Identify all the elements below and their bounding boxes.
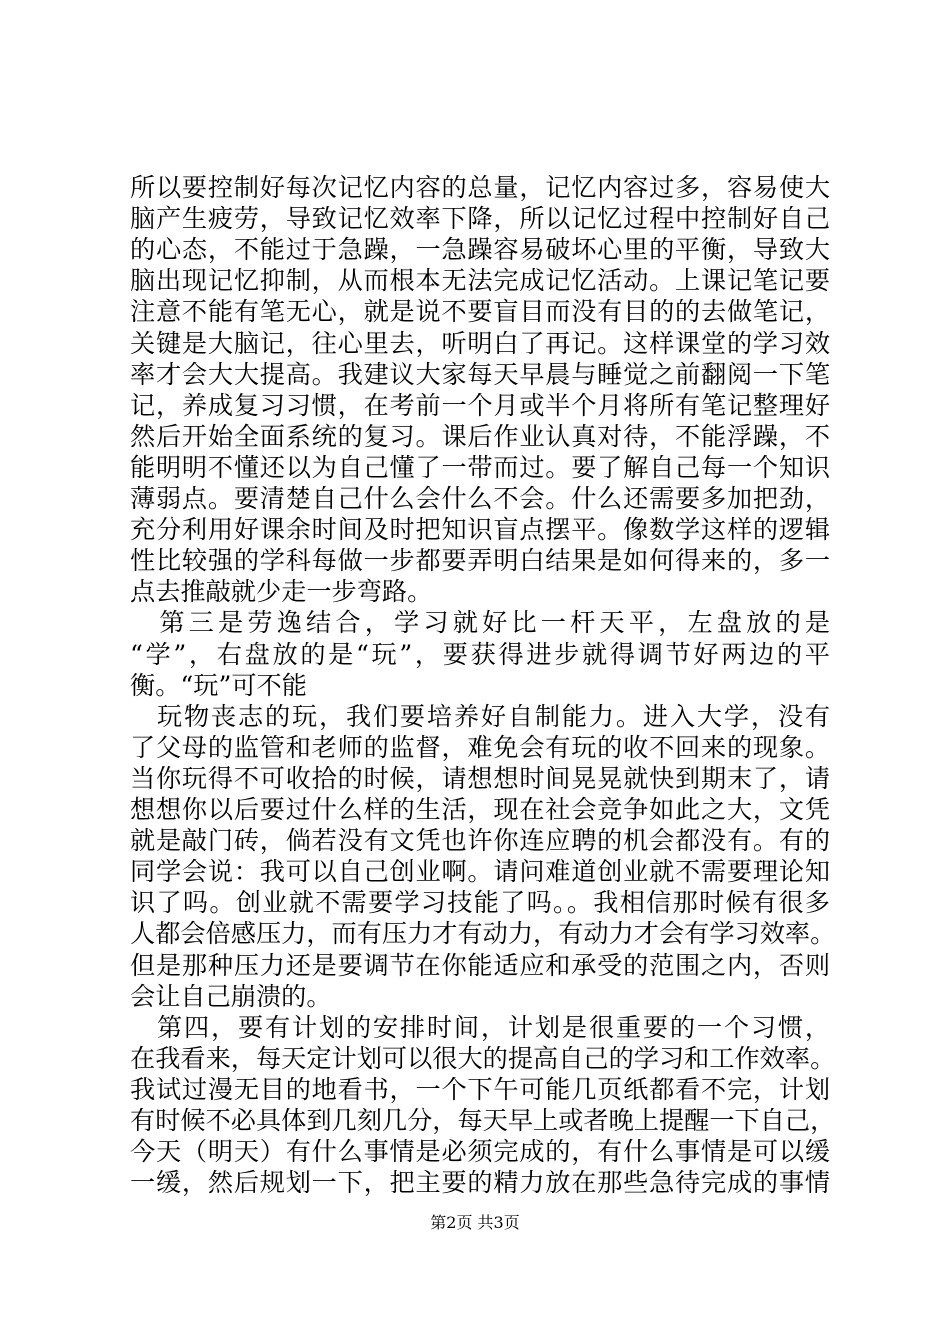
text-line: 率才会大大提高。我建议大家每天早晨与睡觉之前翻阅一下笔 xyxy=(130,359,830,389)
text-line: 能明明不懂还以为自己懂了一带而过。要了解自己每一个知识 xyxy=(130,452,830,482)
text-line: 第四，要有计划的安排时间，计划是很重要的一个习惯， xyxy=(130,1012,830,1042)
text-line: 记，养成复习习惯，在考前一个月或半个月将所有笔记整理好 xyxy=(130,390,830,420)
text-line: 同学会说：我可以自己创业啊。请问难道创业就不需要理论知 xyxy=(130,857,830,887)
text-line: 就是敲门砖，倘若没有文凭也许你连应聘的机会都没有。有的 xyxy=(130,826,830,856)
text-line: 我试过漫无目的地看书，一个下午可能几页纸都看不完，计划 xyxy=(130,1074,830,1104)
text-line: 脑产生疲劳，导致记忆效率下降，所以记忆过程中控制好自己 xyxy=(130,204,830,234)
page-footer: 第2页 共3页 xyxy=(430,1213,520,1232)
text-line: 会让自己崩溃的。 xyxy=(130,981,332,1011)
text-line: 所以要控制好每次记忆内容的总量，记忆内容过多，容易使大 xyxy=(130,173,830,202)
text-line: 然后开始全面系统的复习。课后作业认真对待，不能浮躁，不 xyxy=(130,421,830,451)
text-line: 第三是劳逸结合，学习就好比一杆天平，左盘放的是 xyxy=(130,608,830,638)
text-line: 脑出现记忆抑制，从而根本无法完成记忆活动。上课记笔记要 xyxy=(130,266,830,296)
text-line: 识了吗。创业就不需要学习技能了吗。。我相信那时候有很多 xyxy=(130,888,830,918)
text-line: “学”，右盘放的是“玩”，要获得进步就得调节好两边的平 xyxy=(130,639,830,669)
text-line: 衡。“玩”可不能 xyxy=(130,670,307,700)
text-line: 有时候不必具体到几刻几分，每天早上或者晚上提醒一下自己， xyxy=(130,1106,836,1135)
text-line: 点去推敲就少走一步弯路。 xyxy=(130,577,433,607)
text-line: 性比较强的学科每做一步都要弄明白结果是如何得来的，多一 xyxy=(130,546,830,576)
text-line: 一缓，然后规划一下，把主要的精力放在那些急待完成的事情 xyxy=(130,1168,830,1198)
text-line: 在我看来，每天定计划可以很大的提高自己的学习和工作效率。 xyxy=(130,1043,836,1073)
text-line: 了父母的监管和老师的监督，难免会有玩的收不回来的现象。 xyxy=(130,732,830,762)
text-line: 玩物丧志的玩，我们要培养好自制能力。进入大学，没有 xyxy=(130,701,830,731)
text-line: 人都会倍感压力，而有压力才有动力，有动力才会有学习效率。 xyxy=(130,919,836,949)
text-line: 想想你以后要过什么样的生活，现在社会竞争如此之大，文凭 xyxy=(130,795,830,824)
text-line: 今天（明天）有什么事情是必须完成的，有什么事情是可以缓 xyxy=(130,1137,830,1167)
text-line: 薄弱点。要清楚自己什么会什么不会。什么还需要多加把劲， xyxy=(130,484,830,513)
text-line: 当你玩得不可收拾的时候，请想想时间晃晃就快到期末了，请 xyxy=(130,763,830,793)
text-line: 的心态，不能过于急躁，一急躁容易破坏心里的平衡，导致大 xyxy=(130,235,830,265)
text-line: 但是那种压力还是要调节在你能适应和承受的范围之内，否则 xyxy=(130,950,830,980)
text-line: 关键是大脑记，往心里去，听明白了再记。这样课堂的学习效 xyxy=(130,328,830,358)
text-line: 注意不能有笔无心，就是说不要盲目而没有目的的去做笔记， xyxy=(130,297,830,327)
text-line: 充分利用好课余时间及时把知识盲点摆平。像数学这样的逻辑 xyxy=(130,515,830,545)
